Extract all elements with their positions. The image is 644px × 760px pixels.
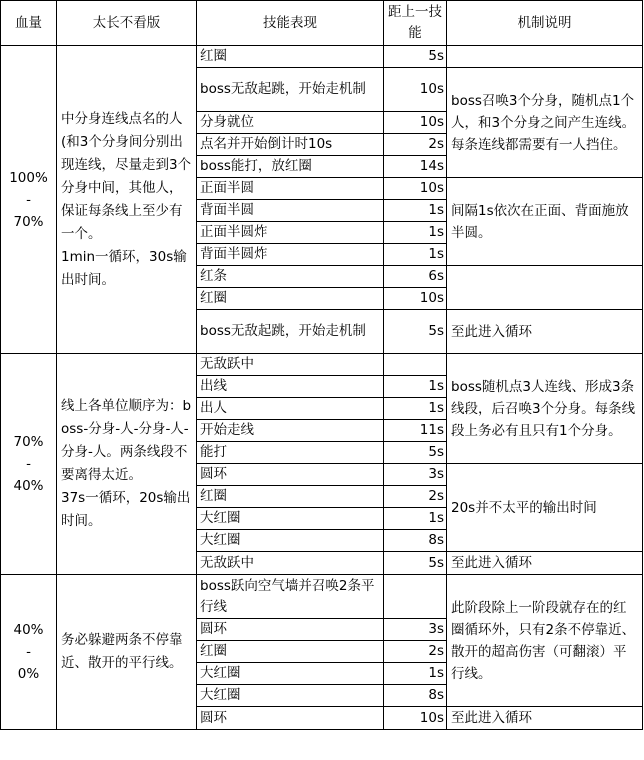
skill-cell: 点名并开始倒计时10s <box>197 134 384 156</box>
skill-cell: 出线 <box>197 376 384 398</box>
phase-2-hp: 70% - 40% <box>1 354 57 575</box>
skill-cell: 能打 <box>197 442 384 464</box>
delay-cell: 2s <box>384 641 447 663</box>
skill-cell: 背面半圆炸 <box>197 244 384 266</box>
delay-cell: 8s <box>384 685 447 707</box>
phase-1-hp: 100% - 70% <box>1 46 57 354</box>
delay-cell: 3s <box>384 619 447 641</box>
skill-cell: 开始走线 <box>197 420 384 442</box>
phase-1-summary: 中分身连线点名的人(和3个分身间分别出现连线，尽量走到3个分身中间，其他人，保证每条线上至少有一个。 1min一循环，30s输出时间。 <box>57 46 197 354</box>
delay-cell <box>384 575 447 619</box>
skill-cell: 正面半圆炸 <box>197 222 384 244</box>
delay-cell: 1s <box>384 200 447 222</box>
skill-cell: 大红圈 <box>197 530 384 552</box>
skill-cell: 圆环 <box>197 619 384 641</box>
mechanic-cell: boss召唤3个分身，随机点1个人，和3个分身之间产生连线。每条连线都需要有一人挡住。 <box>447 68 643 178</box>
delay-cell: 5s <box>384 310 447 354</box>
delay-cell: 6s <box>384 266 447 288</box>
skill-cell: boss无敌起跳，开始走机制 <box>197 68 384 112</box>
delay-cell: 8s <box>384 530 447 552</box>
skill-cell: 大红圈 <box>197 508 384 530</box>
mechanic-cell <box>447 46 643 68</box>
delay-cell: 1s <box>384 398 447 420</box>
delay-cell: 10s <box>384 288 447 310</box>
delay-cell: 10s <box>384 68 447 112</box>
mechanic-cell: 至此进入循环 <box>447 707 643 730</box>
skill-cell: 红圈 <box>197 486 384 508</box>
mechanic-cell: 至此进入循环 <box>447 552 643 575</box>
skill-cell: 圆环 <box>197 464 384 486</box>
delay-cell: 5s <box>384 46 447 68</box>
skill-cell: 红圈 <box>197 641 384 663</box>
delay-cell: 10s <box>384 707 447 730</box>
delay-cell: 10s <box>384 178 447 200</box>
header-skill: 技能表现 <box>197 1 384 46</box>
delay-cell <box>384 354 447 376</box>
phase-2-summary: 线上各单位顺序为：boss-分身-人-分身-人-分身-人。两条线段不要离得太近。 37s一循环，20s输出时间。 <box>57 354 197 575</box>
delay-cell: 1s <box>384 222 447 244</box>
delay-cell: 14s <box>384 156 447 178</box>
skill-cell: 分身就位 <box>197 112 384 134</box>
phase-3-summary: 务必躲避两条不停靠近、散开的平行线。 <box>57 575 197 730</box>
header-hp: 血量 <box>1 1 57 46</box>
header-delay: 距上一技能 <box>384 1 447 46</box>
header-mechanic: 机制说明 <box>447 1 643 46</box>
mechanic-cell: 20s并不太平的输出时间 <box>447 464 643 552</box>
delay-cell: 5s <box>384 442 447 464</box>
skill-cell: 红圈 <box>197 46 384 68</box>
mechanic-cell: boss随机点3人连线、形成3条线段，后召唤3个分身。每条线段上务必有且只有1个分身。 <box>447 354 643 464</box>
delay-cell: 1s <box>384 244 447 266</box>
skill-cell: 红条 <box>197 266 384 288</box>
delay-cell: 2s <box>384 486 447 508</box>
skill-cell: 正面半圆 <box>197 178 384 200</box>
phase-3-hp: 40% - 0% <box>1 575 57 730</box>
delay-cell: 10s <box>384 112 447 134</box>
mechanic-cell: 此阶段除上一阶段就存在的红圈循环外，只有2条不停靠近、散开的超高伤害（可翻滚）平行线。 <box>447 575 643 707</box>
skill-cell: 出人 <box>197 398 384 420</box>
mechanic-cell: 至此进入循环 <box>447 310 643 354</box>
mechanic-cell: 间隔1s依次在正面、背面施放半圆。 <box>447 178 643 266</box>
mechanic-cell <box>447 266 643 310</box>
delay-cell: 1s <box>384 376 447 398</box>
skill-cell: 背面半圆 <box>197 200 384 222</box>
skill-cell: boss能打，放红圈 <box>197 156 384 178</box>
skill-cell: boss无敌起跳，开始走机制 <box>197 310 384 354</box>
delay-cell: 2s <box>384 134 447 156</box>
skill-cell: 无敌跃中 <box>197 552 384 575</box>
delay-cell: 1s <box>384 663 447 685</box>
skill-cell: 大红圈 <box>197 685 384 707</box>
skill-cell: 圆环 <box>197 707 384 730</box>
delay-cell: 11s <box>384 420 447 442</box>
skill-cell: 大红圈 <box>197 663 384 685</box>
skill-cell: 无敌跃中 <box>197 354 384 376</box>
skill-cell: boss跃向空气墙并召唤2条平行线 <box>197 575 384 619</box>
delay-cell: 1s <box>384 508 447 530</box>
delay-cell: 5s <box>384 552 447 575</box>
skill-cell: 红圈 <box>197 288 384 310</box>
delay-cell: 3s <box>384 464 447 486</box>
header-short: 太长不看版 <box>57 1 197 46</box>
